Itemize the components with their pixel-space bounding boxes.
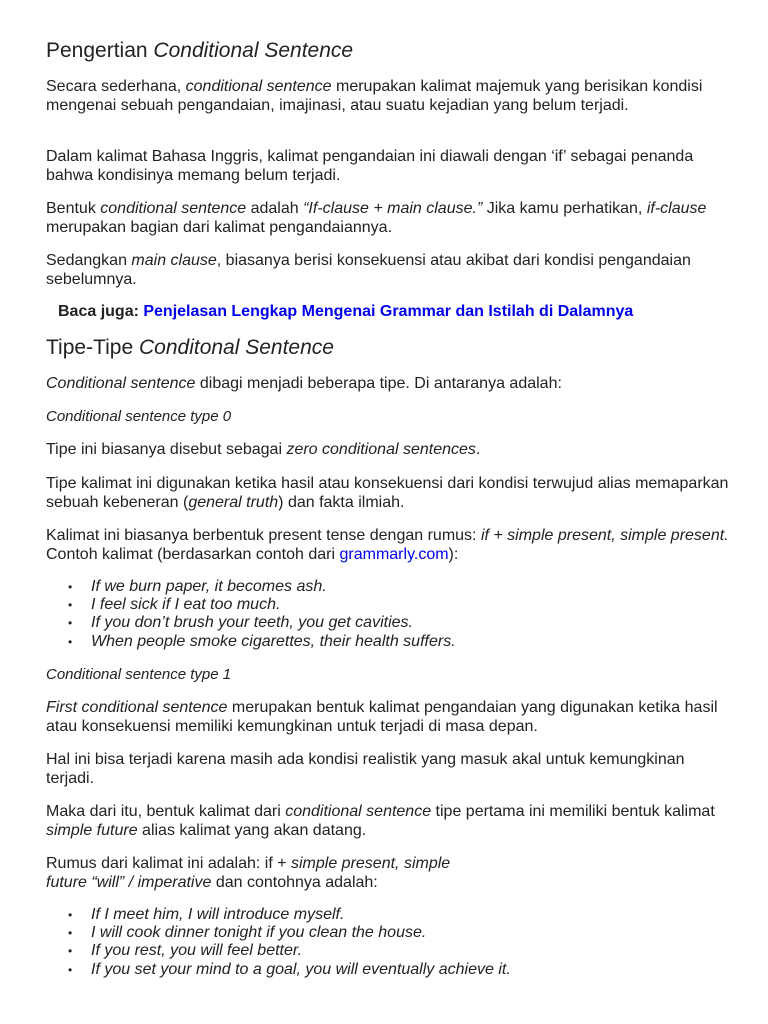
baca-juga: Baca juga: Penjelasan Lengkap Mengenai Grammar dan Istilah di Dalamnya	[58, 303, 634, 320]
paragraph: Tipe kalimat ini digunakan ketika hasil atau konsekuensi dari kondisi terwujud alias memaparkan sebuah kebeneran (general truth) dan fakta ilmiah.	[46, 475, 729, 511]
paragraph: First conditional sentence merupakan bentuk kalimat pengandaian yang digunakan ketika hasil atau konsekuensi memiliki kemungkinan untuk terjadi di masa depan.	[46, 699, 718, 735]
bullet-icon: •	[68, 616, 73, 631]
bullet-icon: •	[68, 634, 73, 649]
paragraph: Maka dari itu, bentuk kalimat dari conditional sentence tipe pertama ini memiliki bentuk kalimat simple future alias kalimat yang akan datang.	[46, 803, 715, 839]
list-item: • I feel sick if I eat too much.	[68, 596, 281, 614]
list-item: • If you don’t brush your teeth, you get cavities.	[68, 614, 413, 632]
type-0-examples	[46, 578, 736, 651]
bullet-icon: •	[68, 962, 73, 977]
bullet-icon: •	[68, 944, 73, 959]
subheading-type-1: Conditional sentence type 1	[46, 666, 232, 683]
list-item: • When people smoke cigarettes, their health suffers.	[68, 632, 456, 650]
grammarly-link[interactable]: grammarly.com	[339, 545, 449, 563]
subheading-type-0: Conditional sentence type 0	[46, 408, 232, 425]
paragraph: Secara sederhana, conditional sentence merupakan kalimat majemuk yang berisikan kondisi mengenai sebuah pengandaian, imajinasi, atau suatu kejadian yang belum terjadi.	[46, 78, 703, 114]
paragraph: Sedangkan main clause, biasanya berisi konsekuensi atau akibat dari kondisi pengandaian sebelumnya.	[46, 252, 691, 288]
bullet-icon: •	[68, 598, 73, 613]
bullet-icon: •	[68, 580, 73, 594]
section-title-tipe: Tipe-Tipe Conditonal Sentence	[46, 336, 334, 359]
paragraph: Hal ini bisa terjadi karena masih ada kondisi realistik yang masuk akal untuk kemungkinan terjadi.	[46, 751, 685, 787]
bullet-icon: •	[68, 908, 73, 922]
paragraph: Conditional sentence dibagi menjadi beberapa tipe. Di antaranya adalah:	[46, 375, 562, 392]
baca-juga-link[interactable]: Penjelasan Lengkap Mengenai Grammar dan Istilah di Dalamnya	[143, 303, 634, 320]
paragraph: Dalam kalimat Bahasa Inggris, kalimat pengandaian ini diawali dengan ‘if’ sebagai penanda bahwa kondisinya memang belum terjadi.	[46, 148, 694, 184]
bullet-icon: •	[68, 926, 73, 941]
list-item: • If you set your mind to a goal, you will eventually achieve it.	[68, 960, 511, 978]
list-item: • I will cook dinner tonight if you clean the house.	[68, 924, 427, 942]
list-item: • If you rest, you will feel better.	[68, 942, 303, 960]
type-1-examples	[46, 906, 736, 979]
list-item: • If I meet him, I will introduce myself.	[68, 906, 345, 923]
paragraph: Rumus dari kalimat ini adalah: if + simple present, simple future “will” / imperative dan contohnya adalah:	[46, 855, 451, 891]
paragraph: Kalimat ini biasanya berbentuk present tense dengan rumus: if + simple present, simple present. Contoh kalimat (berdasarkan contoh dari grammarly.com):	[46, 527, 729, 563]
section-title-pengertian: Pengertian Conditional Sentence	[46, 39, 354, 62]
paragraph: Bentuk conditional sentence adalah “If-clause + main clause.” Jika kamu perhatikan, if-clause merupakan bagian dari kalimat pengandaiannya.	[46, 200, 707, 236]
paragraph: Tipe ini biasanya disebut sebagai zero conditional sentences.	[46, 441, 481, 458]
list-item: • If we burn paper, it becomes ash.	[68, 578, 327, 595]
